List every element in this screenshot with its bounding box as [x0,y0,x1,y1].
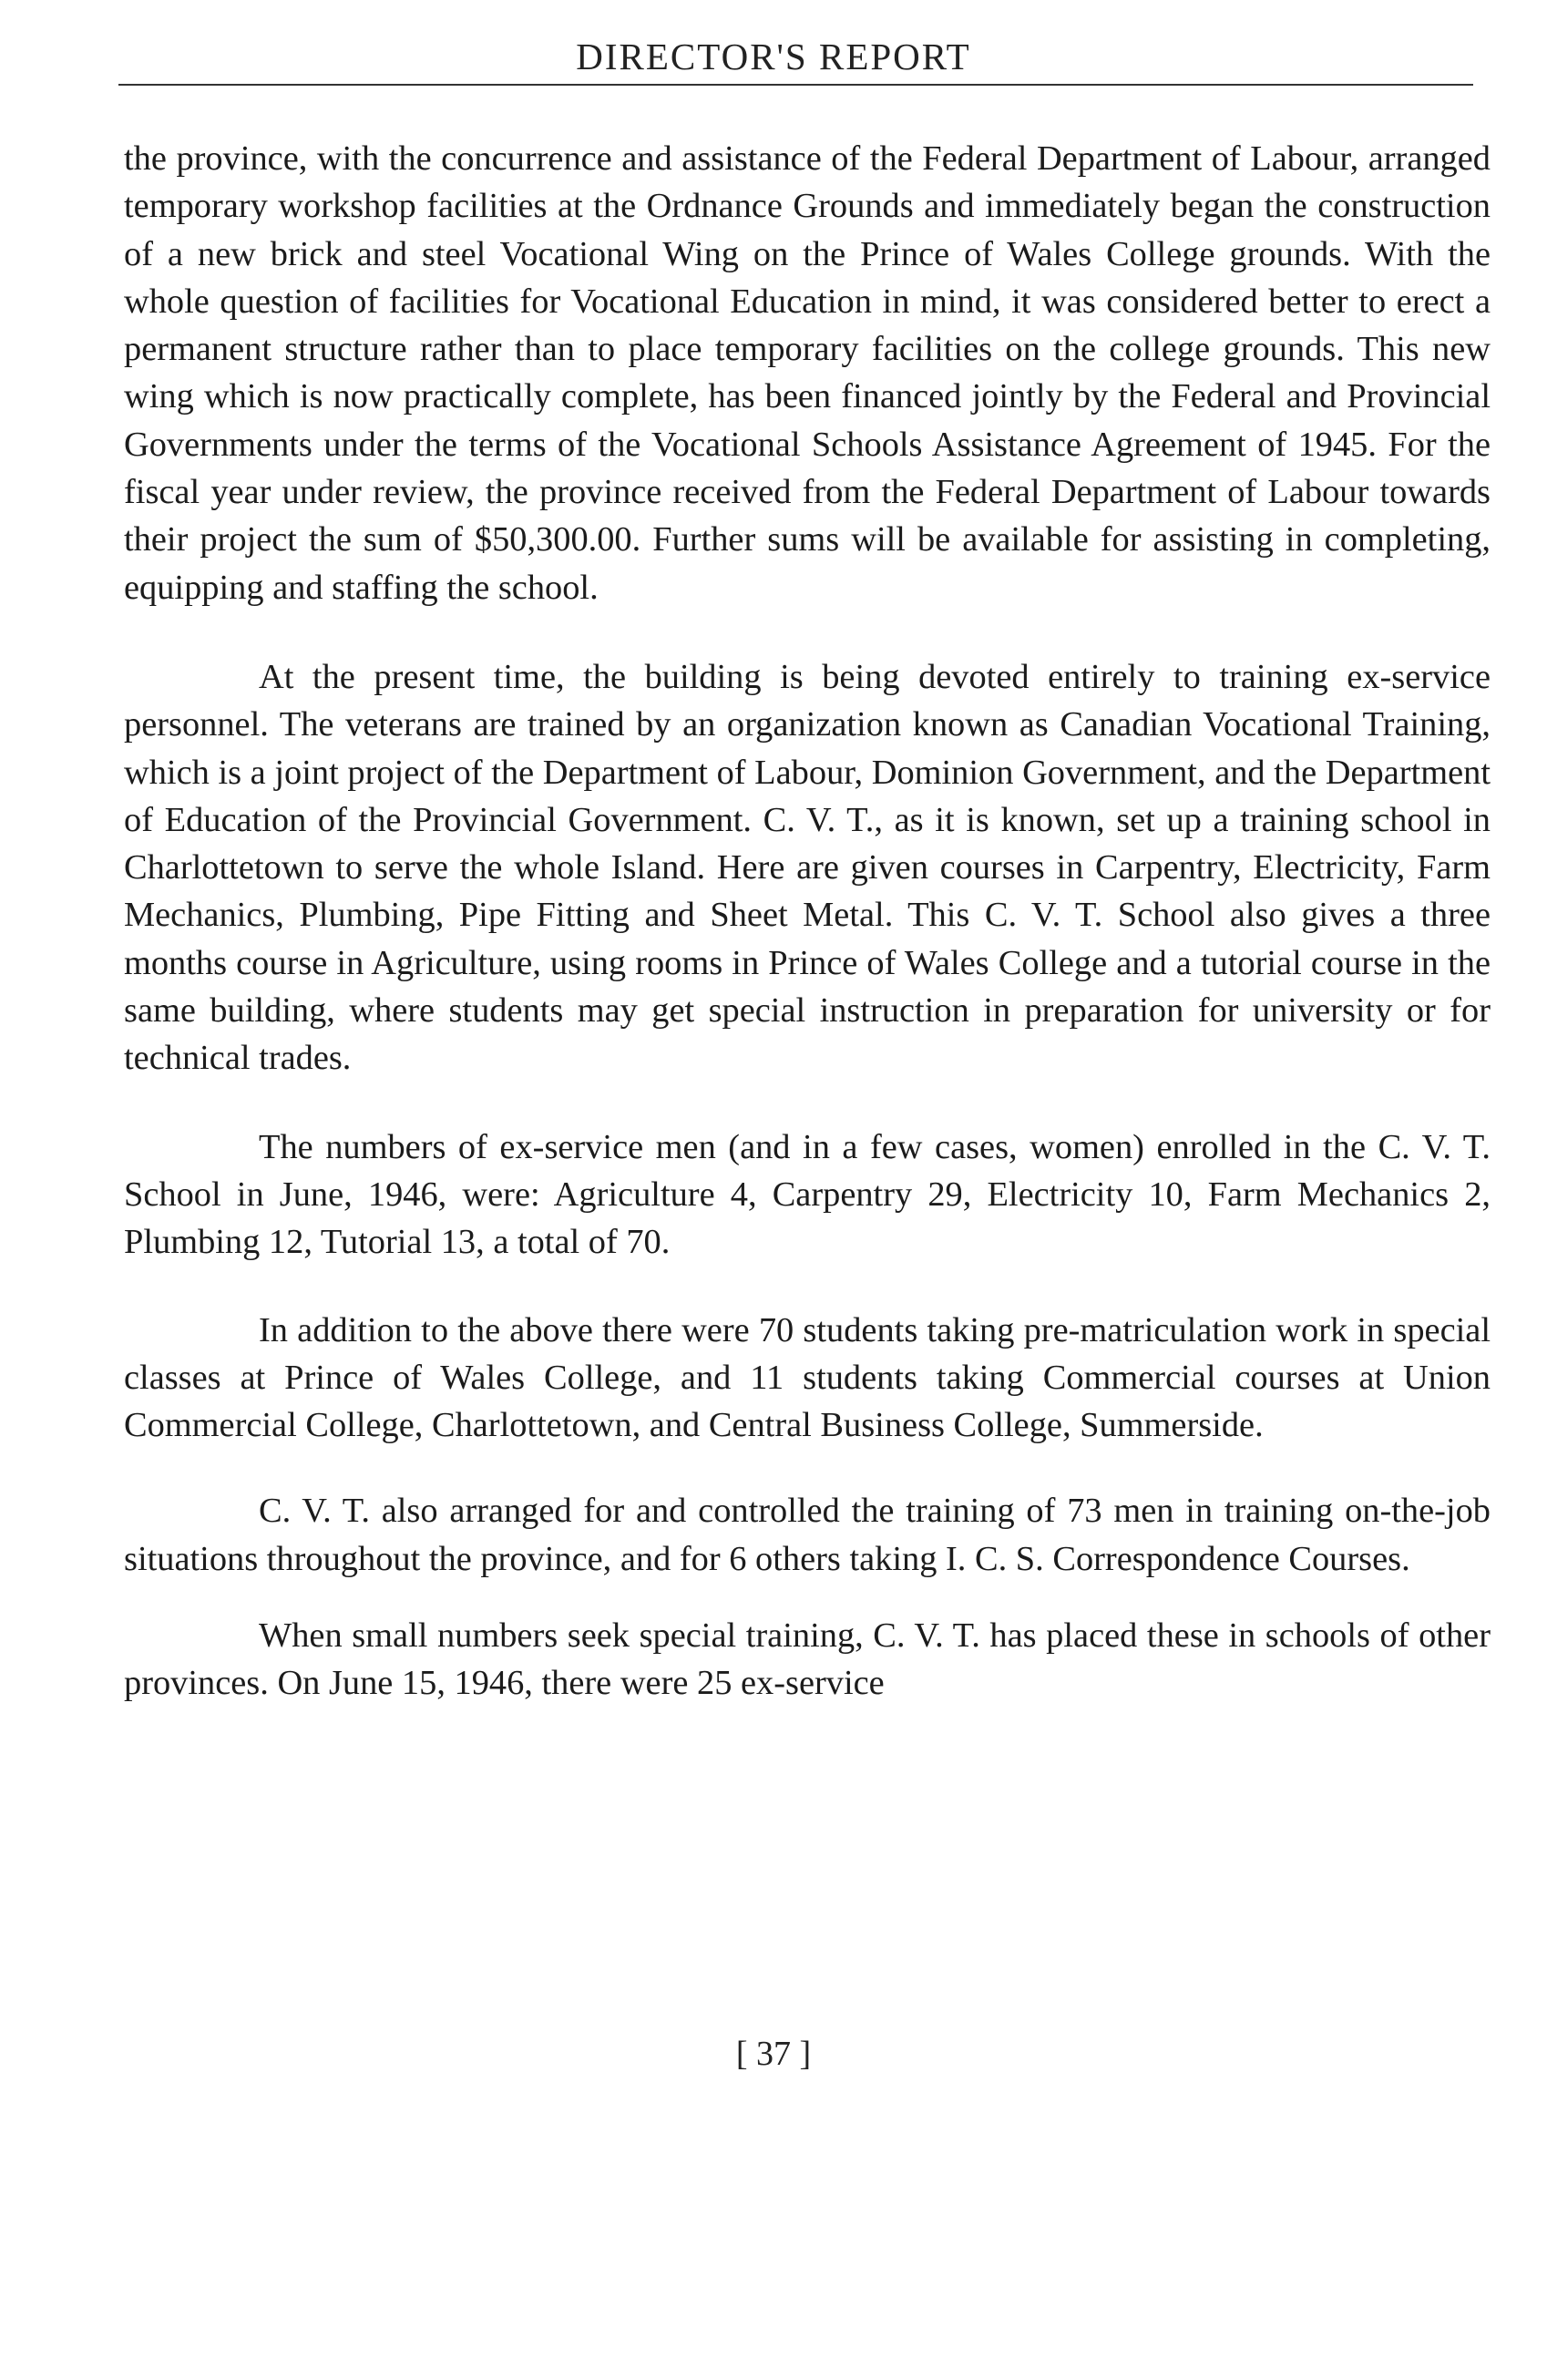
header-rule [118,84,1473,86]
paragraph-facilities: the province, with the concurrence and assistance of the Federal Department of Labour, arranged temporary workshop facilities at the Ordnance Grounds and immediately began the construction of a new brick and steel Vocational Wing on the Prince of Wales College grounds. With the whole question of facilities for Vocational Education in mind, it was considered better to erect a permanent structure rather than to place temporary facilities on the college grounds. This new wing which is now practically complete, has been financed jointly by the Federal and Provincial Governments under the terms of the Vocational Schools Assistance Agreement of 1945. For the fiscal year under review, the province received from the Federal Department of Labour towards their project the sum of $50,300.00. Further sums will be available for assisting in completing, equipping and staffing the school. [124,139,1491,607]
paragraph-enrolment: The numbers of ex-service men (and in a few cases, women) enrolled in the C. V. T. School in June, 1946, were: Agriculture 4, Carpentry 29, Electricity 10, Farm Mechanics 2, Plumbing 12, Tutorial 13, a total of 70. [124,1127,1491,1262]
paragraph-other-provinces: When small numbers seek special training, C. V. T. has placed these in schools of other provinces. On June 15, 1946, there were 25 ex-service [124,1616,1491,1703]
running-header: DIRECTOR'S REPORT [576,36,971,77]
paragraph-cvt-training: At the present time, the building is being devoted entirely to training ex-service personnel. The veterans are trained by an organization known as Canadian Vocational Training, which is a joint project of the Department of Labour, Dominion Government, and the Department of Education of the Provincial Government. C. V. T., as it is known, set up a training school in Charlottetown to serve the whole Island. Here are given courses in Carpentry, Electricity, Farm Mechanics, Plumbing, Pipe Fitting and Sheet Metal. This C. V. T. School also gives a three months course in Agriculture, using rooms in Prince of Wales College and a tutorial course in the same building, where students may get special instruction in preparation for university or for technical trades. [124,657,1491,1078]
paragraph-on-the-job: C. V. T. also arranged for and controlled the training of 73 men in training on-the-job situations throughout the province, and for 6 others taking I. C. S. Correspondence Courses. [124,1492,1491,1578]
paragraph-prematriculation: In addition to the above there were 70 students taking pre-matriculation work in special classes at Prince of Wales College, and 11 students taking Commercial courses at Union Commercial College, Charlottetown, and Central Business College, Summerside. [124,1310,1491,1445]
page-number: [ 37 ] [735,2035,812,2073]
report-body [124,135,1491,1708]
